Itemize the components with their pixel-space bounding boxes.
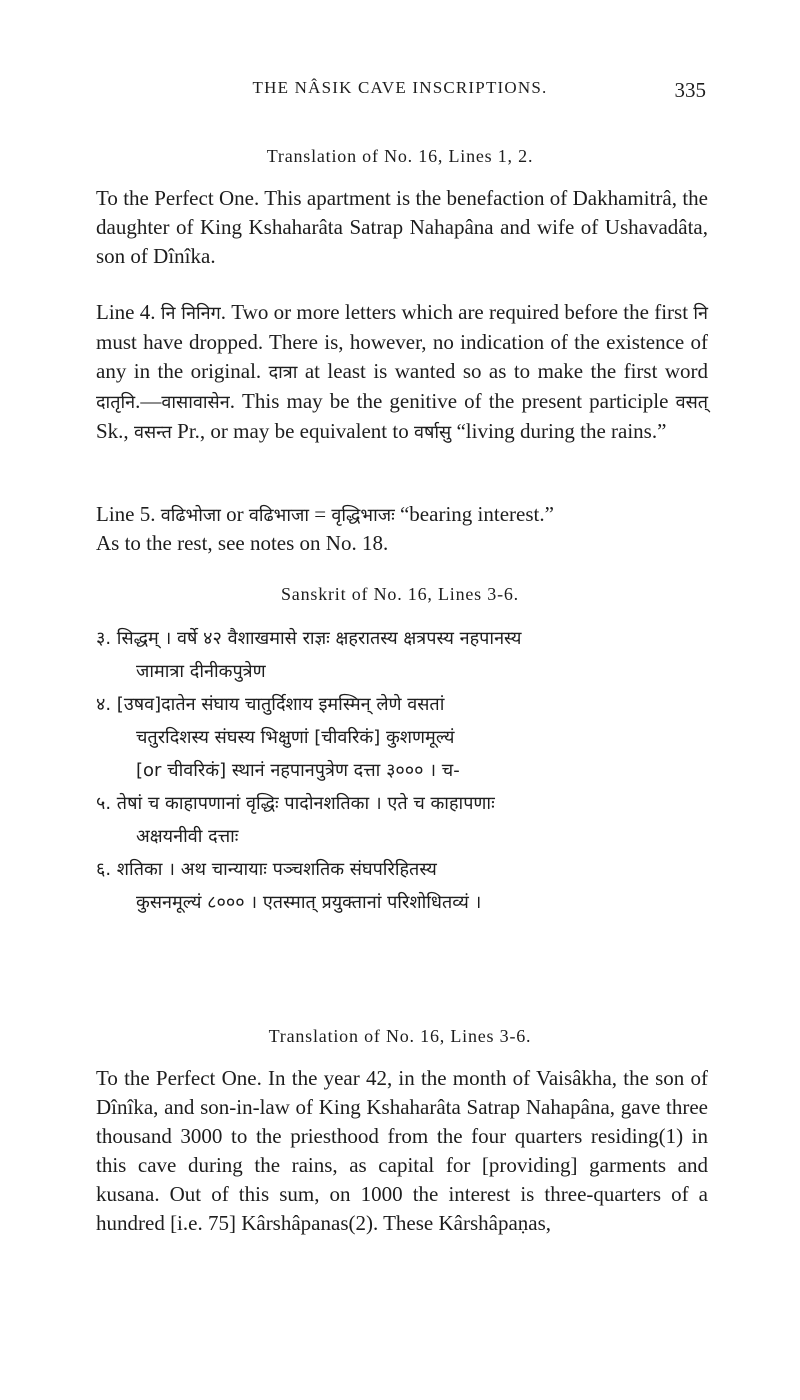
sanskrit-line: जामात्रा दीनीकपुत्रेण xyxy=(136,661,266,682)
note-text: . This may be the genitive of the present participle xyxy=(229,389,676,413)
note-line-4-label: Line 4. xyxy=(96,300,156,324)
note-text: “living during the rains.” xyxy=(451,419,667,443)
note-text: = xyxy=(309,502,332,526)
note-text: Pr., or may be equivalent to xyxy=(171,419,414,443)
section-heading-sanskrit-3-6: Sanskrit of No. 16, Lines 3-6. xyxy=(281,584,519,604)
note-text: Sk., xyxy=(96,419,134,443)
note-line-5-label: Line 5. xyxy=(96,502,156,526)
note-deva-term: दात्रा xyxy=(268,362,298,383)
translation-paragraph-1: To the Perfect One. This apartment is the benefaction of Dakhamitrâ, the daughter of King Kshaharâta Satrap Nahapâna and wife of Ushavadâta, son of Dînîka. xyxy=(96,186,708,268)
sanskrit-line: ४. [उषव]दातेन संघाय चातुर्दिशाय इमस्मिन् लेणे वसतां xyxy=(96,694,445,715)
note-deva-term: दातृनि xyxy=(96,392,136,413)
note-text: or xyxy=(220,502,249,526)
sanskrit-line: ३. सिद्धम् । वर्षे ४२ वैशाखमासे राज्ञः क्षहरातस्य क्षत्रपस्य नहपानस्य xyxy=(96,628,522,649)
note-line-4 xyxy=(96,298,708,447)
running-head: THE NÂSIK CAVE INSCRIPTIONS. xyxy=(252,78,548,97)
sanskrit-line: अक्षयनीवी दत्ताः xyxy=(136,826,239,847)
note-deva-term: वर्षासु xyxy=(413,422,452,443)
note-text: at least is wanted so as to make the first word xyxy=(297,359,708,383)
note-deva-term: वासावासेन xyxy=(161,392,230,413)
note-deva-term: वृद्धिभाजः xyxy=(331,505,395,526)
note-line-5 xyxy=(96,500,708,530)
section-heading-translation-1-2: Translation of No. 16, Lines 1, 2. xyxy=(266,146,534,166)
sanskrit-line: [or चीवरिकं] स्थानं नहपानपुत्रेण दत्ता ३००० । च- xyxy=(136,760,460,781)
note-deva-term: वढिभाजा xyxy=(248,505,310,526)
sanskrit-line: ६. शतिका । अथ चान्यायाः पञ्चशतिक संघपरिहितस्य xyxy=(96,859,437,880)
sanskrit-line: ५. तेषां च काहापणानां वृद्धिः पादोनशतिका । एते च काहापणाः xyxy=(96,793,495,814)
note-text: . Two or more letters which are required before the first xyxy=(220,300,694,324)
note-text: .— xyxy=(135,389,162,413)
sanskrit-line: कुसनमूल्यं ८००० । एतस्मात् प्रयुक्तानां परिशोधितव्यं । xyxy=(136,892,482,913)
note-deva-term: वसन्त xyxy=(133,422,172,443)
translation-paragraph-2: To the Perfect One. In the year 42, in the month of Vaisâkha, the son of Dînîka, and son-in-law of King Kshaharâta Satrap Nahapâna, gave three thousand 3000 to the priesthood from the four quarters residing(1) in this cave during the rains, as capital for [providing] garments and kusana. Out of this sum, on 1000 the interest is three-quarters of a hundred [i.e. 75] Kârshâpanas(2). These Kârshâpaṇas, xyxy=(96,1066,708,1235)
section-heading-translation-3-6: Translation of No. 16, Lines 3-6. xyxy=(268,1026,532,1046)
note-deva-term: नि xyxy=(693,303,709,324)
page-number: 335 xyxy=(674,78,706,102)
note-text: “bearing interest.” xyxy=(394,502,554,526)
note-deva-term: नि निनिग xyxy=(160,303,221,324)
note-deva-term: वढिभोजा xyxy=(160,505,221,526)
note-deva-term: वसत् xyxy=(675,392,708,413)
sanskrit-line: चतुरदिशस्य संघस्य भिक्षुणां [चीवरिकं] कुशणमूल्यं xyxy=(136,727,455,748)
note-text: must have dropped. There is, however, no indication of the existence of any in the original. xyxy=(96,330,708,383)
note-see-also: As to the rest, see notes on No. 18. xyxy=(96,531,389,555)
sanskrit-text xyxy=(96,622,708,919)
